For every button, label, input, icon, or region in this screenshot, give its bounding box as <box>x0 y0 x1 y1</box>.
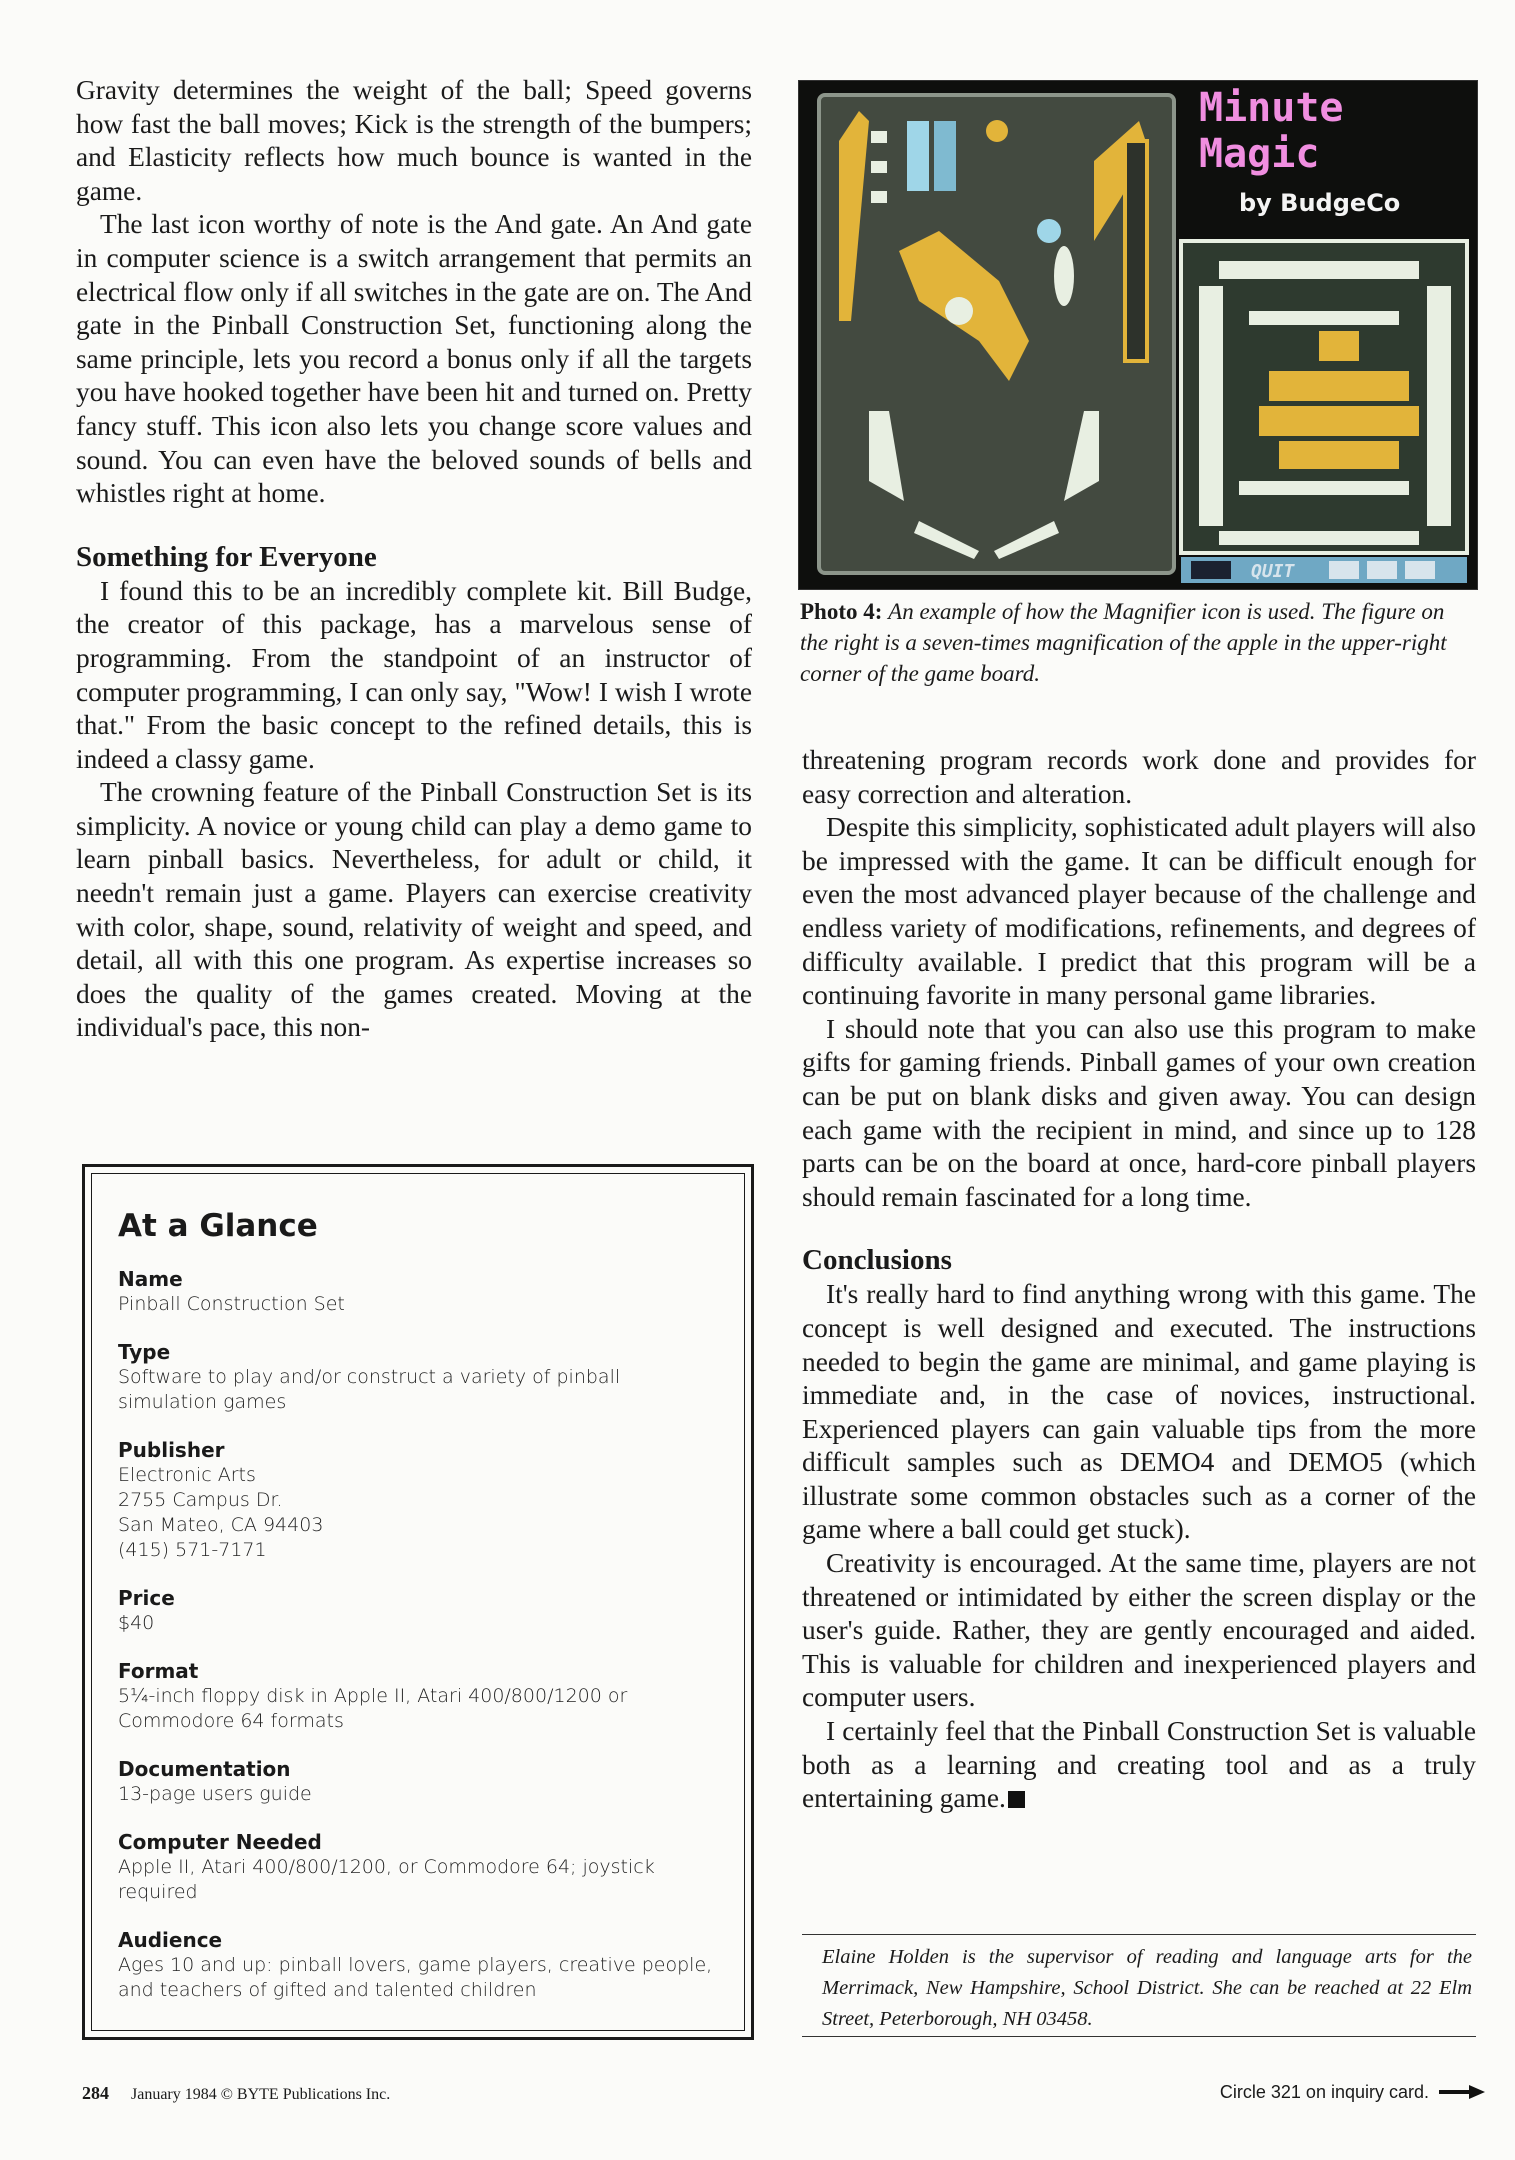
game-byline: by BudgeCo <box>1239 189 1401 217</box>
glance-value: $40 <box>118 1612 155 1634</box>
page-footer <box>82 2082 390 2106</box>
pinball-board-illustration <box>799 81 1477 589</box>
glance-item <box>118 1658 718 1734</box>
section-heading: Conclusions <box>802 1244 952 1277</box>
end-mark-icon <box>1008 1791 1025 1808</box>
body-paragraph: Gravity determines the weight of the ball; Speed governs how fast the ball moves; Kick is the strength of the bumpers; and Elasticity reflects how much bounce is wanted in the game. <box>76 75 752 206</box>
body-paragraph-final <box>802 1715 1476 1816</box>
glance-item <box>118 1585 718 1636</box>
body-paragraph: threatening program records work done and provides for easy correction and alteration. <box>802 745 1476 809</box>
glance-label: Audience <box>118 1928 223 1952</box>
glance-label: Type <box>118 1340 171 1364</box>
body-paragraph: Despite this simplicity, sophisticated adult players will also be impressed with the game. It can be difficult enough for even the most advanced player because of the challenge and endless variety of modifications, refinements, and degrees of difficulty available. I predict that this program will be a continuing favorite in many personal game libraries. <box>802 812 1476 1011</box>
photo-caption <box>800 596 1476 689</box>
glance-item <box>118 1339 718 1415</box>
glance-label: Documentation <box>118 1757 291 1781</box>
body-paragraph: The crowning feature of the Pinball Construction Set is its simplicity. A novice or young child can play a demo game to learn pinball basics. Nevertheless, for adult or child, it needn't remain just a game. Players can exercise creativity with color, shape, sound, relativity of weight and speed, and detail, all with this one program. As expertise increases so does the quality of the games created. Moving at the individual's pace, this non- <box>76 777 752 1043</box>
game-title-line1: Minute <box>1199 85 1344 131</box>
game-screenshot-photo <box>798 80 1478 590</box>
glance-label: Name <box>118 1267 183 1291</box>
glance-value: Apple II, Atari 400/800/1200, or Commodore 64; joystick required <box>118 1856 655 1903</box>
at-a-glance-box <box>82 1164 754 2040</box>
glance-item <box>118 1756 718 1807</box>
glance-label: Format <box>118 1659 199 1683</box>
at-a-glance-title: At a Glance <box>118 1208 318 1244</box>
page-number: 284 <box>82 2083 109 2103</box>
body-paragraph: The last icon worthy of note is the And gate. An And gate in computer science is a switch arrangement that permits an electrical flow only if all switches in the gate are on. The And gate in the Pinball Construction Set, functioning along the same principle, lets you record a bonus only if all the targets you have hooked together have been hit and turned on. Pretty fancy stuff. This icon also lets you change score values and sound. You can even have the beloved sounds of bells and whistles right at home. <box>76 209 752 509</box>
quit-label: QUIT <box>1251 561 1295 582</box>
inquiry-text: Circle 321 on inquiry card. <box>1219 2082 1429 2102</box>
game-title-line2: Magic <box>1199 131 1320 177</box>
glance-item <box>118 1266 718 1317</box>
bio-divider-top <box>802 1934 1476 1935</box>
body-paragraph: Creativity is encouraged. At the same time, players are not threatened or intimidated by either the screen display or the user's guide. Rather, they are gently encouraged and aided. This is valuable for children and inexperienced players and computer users. <box>802 1548 1476 1713</box>
left-column <box>76 74 752 1045</box>
glance-value: Ages 10 and up: pinball lovers, game players, creative people, and teachers of gifted and talented children <box>118 1954 713 2001</box>
issue-credit: January 1984 © BYTE Publications Inc. <box>131 2086 391 2103</box>
glance-value: Software to play and/or construct a variety of pinball simulation games <box>118 1366 621 1413</box>
bio-divider-bottom <box>802 2036 1476 2037</box>
body-paragraph: I should note that you can also use this program to make gifts for gaming friends. Pinball games of your own creation can be put on blank disks and given away. You can design each game with the recipient in mind, and since up to 128 parts can be on the board at once, hard-core pinball players should remain fascinated for a long time. <box>802 1013 1476 1212</box>
body-paragraph: It's really hard to find anything wrong with this game. The concept is well designed and executed. The instructions needed to begin the game are minimal, and game playing is immediate and, in the case of novices, instructional. Experienced players can gain valuable tips from the more difficult samples such as DEMO4 and DEMO5 (which illustrate some common obstacles such as a corner of the game where a ball could get stuck). <box>802 1279 1476 1545</box>
glance-label: Price <box>118 1586 175 1610</box>
body-paragraph: I found this to be an incredibly complete kit. Bill Budge, the creator of this package, has a marvelous sense of programming. From the standpoint of an instructor of computer programming, I can only say, "Wow! I wish I wrote that." From the basic concept to the refined details, this is indeed a classy game. <box>76 575 752 774</box>
glance-value: 5¼-inch floppy disk in Apple II, Atari 400/800/1200 or Commodore 64 formats <box>118 1685 628 1732</box>
author-bio: Elaine Holden is the supervisor of reading and language arts for the Merrimack, New Hampshire, School District. She can be reached at 22 Elm Street, Peterborough, NH 03458. <box>822 1946 1472 2030</box>
at-a-glance-inner <box>91 1173 745 2031</box>
glance-value: Electronic Arts 2755 Campus Dr. San Mateo, CA 94403 (415) 571-7171 <box>118 1464 324 1561</box>
section-heading: Something for Everyone <box>76 540 377 573</box>
glance-value: Pinball Construction Set <box>118 1293 345 1315</box>
final-paragraph-text: I certainly feel that the Pinball Construction Set is valuable both as a learning and creating tool and as a truly entertaining game. <box>802 1716 1476 1814</box>
glance-label: Publisher <box>118 1438 225 1462</box>
caption-label: Photo 4: <box>800 599 883 624</box>
glance-item <box>118 1829 718 1905</box>
glance-item <box>118 1437 718 1563</box>
caption-text: An example of how the Magnifier icon is used. The figure on the right is a seven-times magnification of the apple in the upper-right corner of the game board. <box>800 599 1447 686</box>
inquiry-note <box>1220 2080 1485 2104</box>
glance-value: 13-page users guide <box>118 1783 312 1805</box>
arrow-right-icon <box>1439 2084 1485 2100</box>
glance-item <box>118 1927 718 2003</box>
right-column <box>802 744 1476 1816</box>
glance-label: Computer Needed <box>118 1830 322 1854</box>
